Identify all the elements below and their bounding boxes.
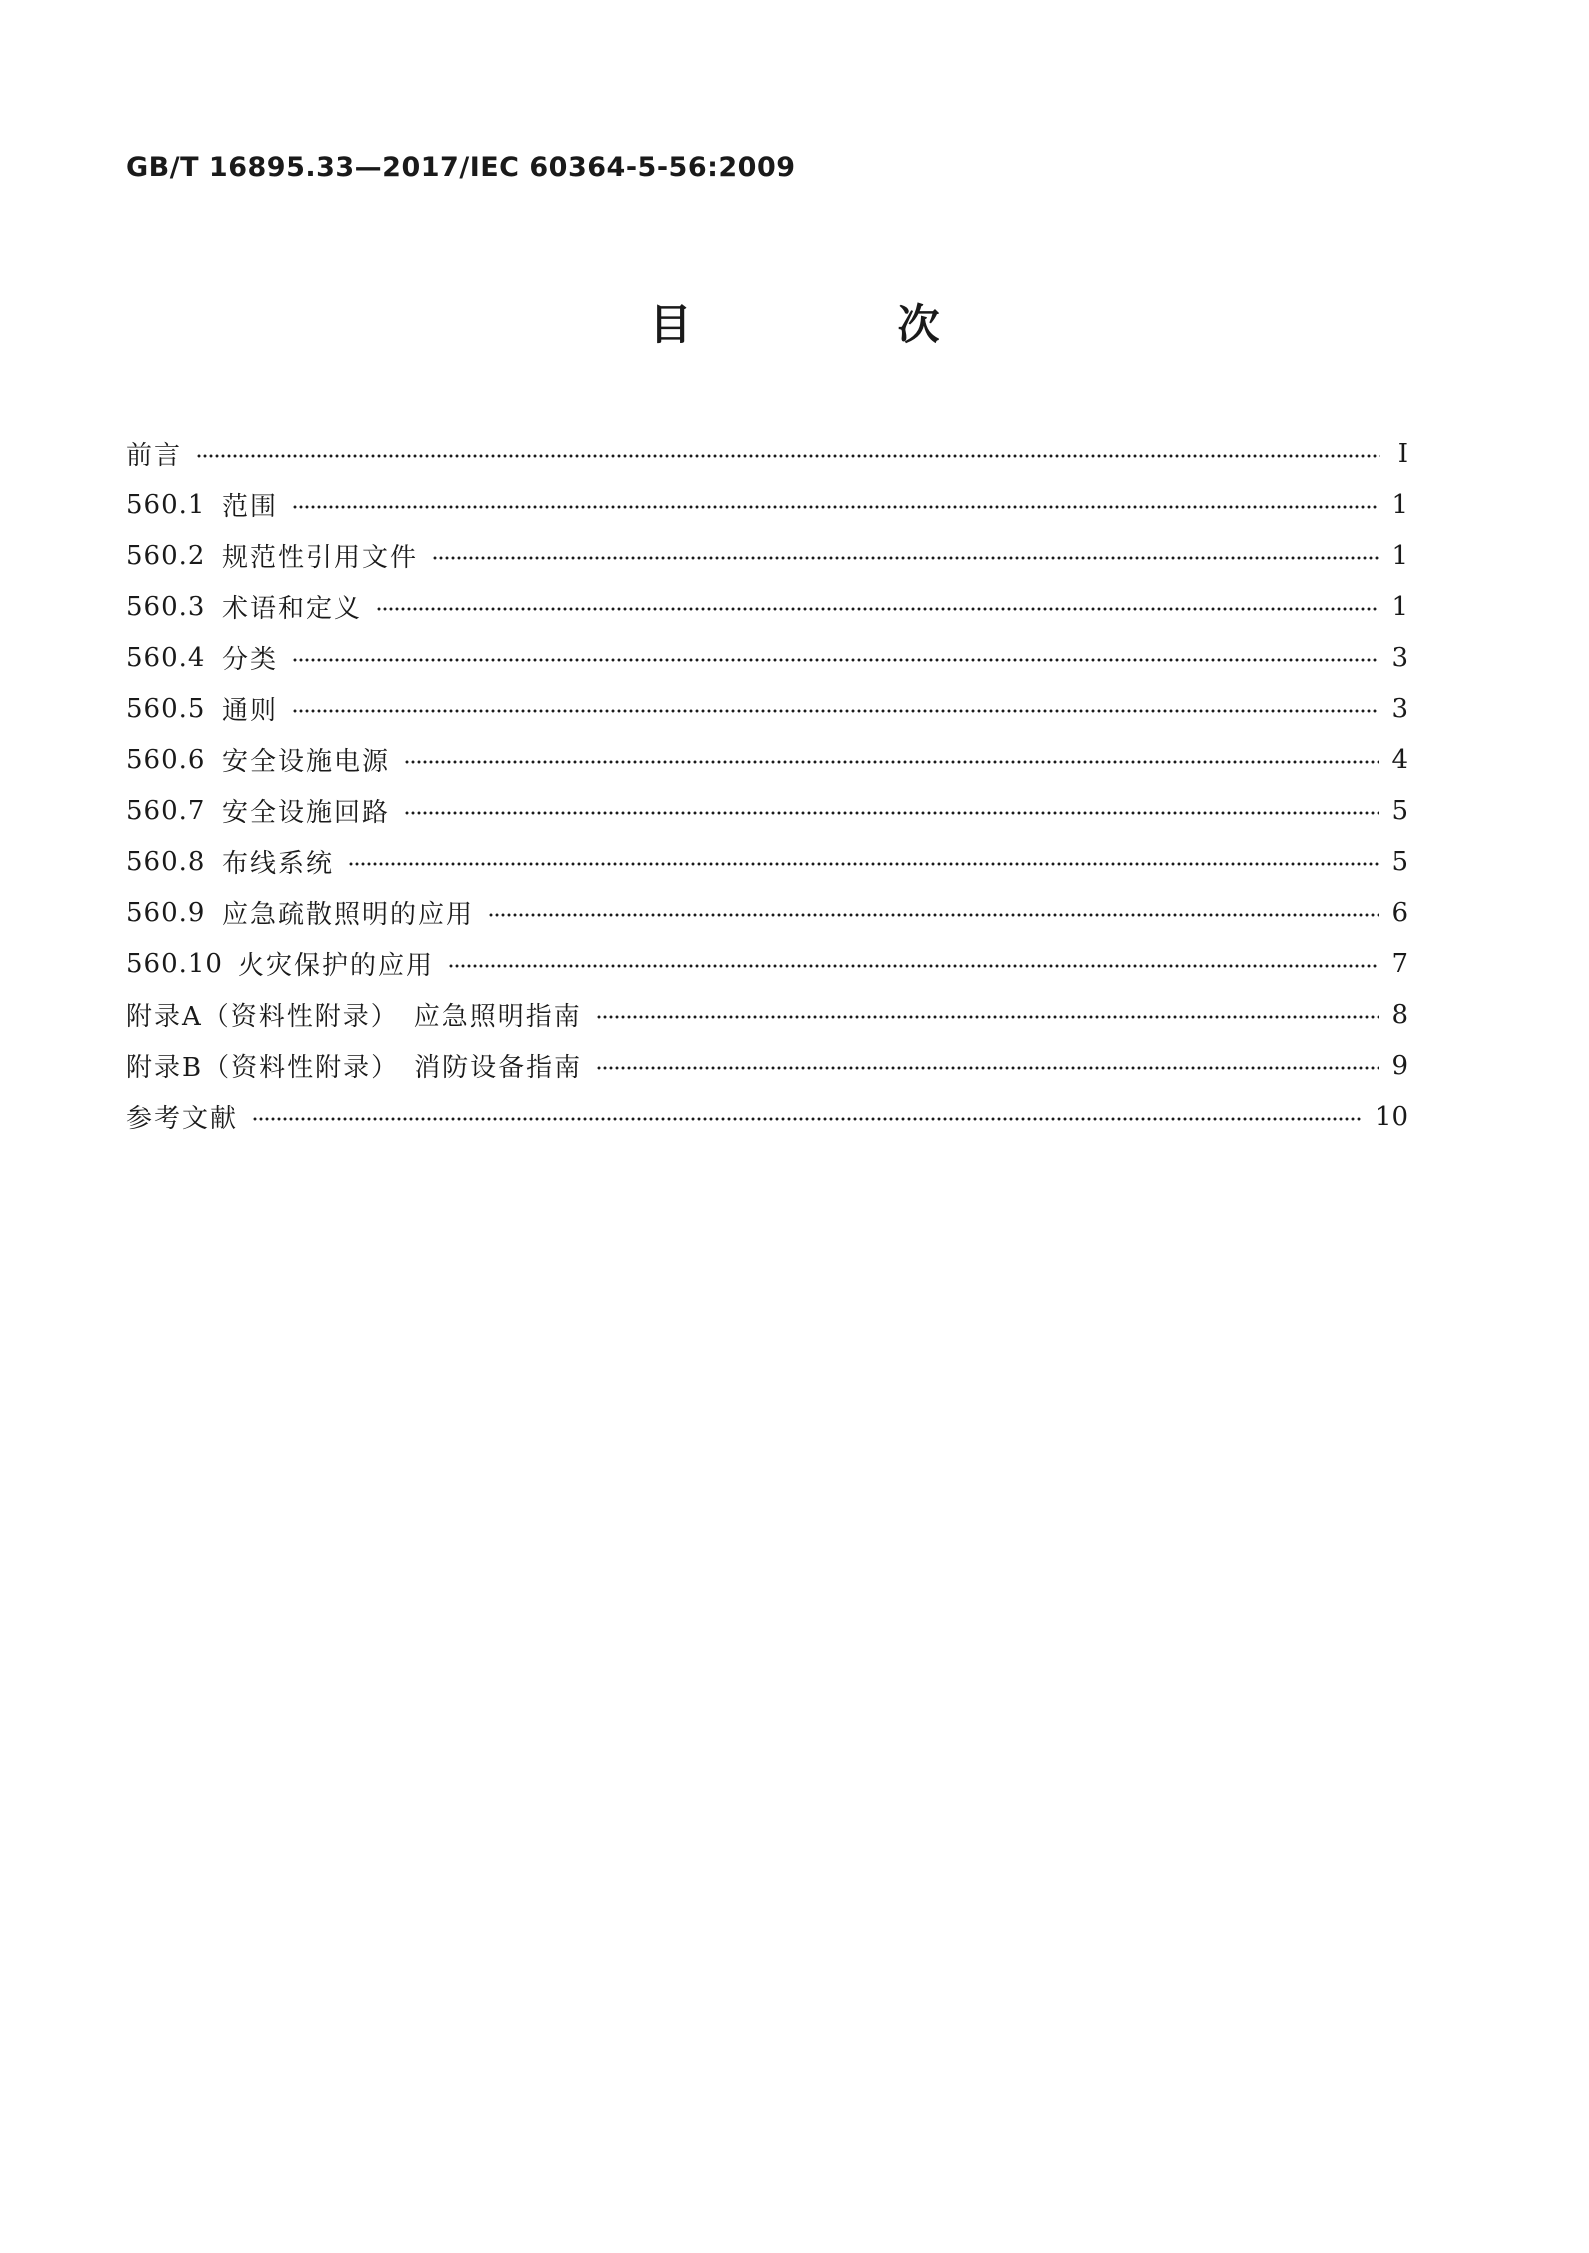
toc-page-number: 6 xyxy=(1391,897,1408,928)
toc-entry-560-10[interactable] xyxy=(126,938,1408,989)
toc-entry-560-8[interactable] xyxy=(126,836,1408,887)
dot-leader xyxy=(432,556,1379,560)
toc-entry-bibliography[interactable] xyxy=(126,1091,1408,1142)
toc-section-number: 560.4 xyxy=(126,642,206,673)
toc-title: 目 次 xyxy=(649,300,1022,349)
dot-leader xyxy=(596,1015,1380,1019)
toc-section-number: 560.5 xyxy=(126,693,206,724)
toc-page-number: 5 xyxy=(1391,795,1408,826)
toc-page-number: 10 xyxy=(1374,1101,1408,1132)
toc-entry-text: 附录A（资料性附录） 应急照明指南 xyxy=(126,1002,582,1032)
dot-leader xyxy=(292,709,1379,713)
toc-entry-annex-b[interactable] xyxy=(126,1040,1408,1091)
toc-entry-560-1[interactable] xyxy=(126,479,1408,530)
toc-page-number: 1 xyxy=(1391,540,1408,571)
toc-entry-text: 范围 xyxy=(222,492,279,522)
toc-page-number: 8 xyxy=(1391,999,1408,1030)
dot-leader xyxy=(488,913,1379,917)
toc-section-number: 560.8 xyxy=(126,846,206,877)
toc-section-number: 560.3 xyxy=(126,591,206,622)
toc-page-number: Ⅰ xyxy=(1397,438,1408,469)
standard-number-header: GB/T 16895.33—2017/IEC 60364-5-56:2009 xyxy=(126,152,796,183)
dot-leader xyxy=(196,454,1380,458)
dot-leader xyxy=(348,862,1379,866)
toc-entry-annex-a[interactable] xyxy=(126,989,1408,1040)
toc-section-number: 560.2 xyxy=(126,540,206,571)
toc-entry-text: 安全设施电源 xyxy=(222,747,391,777)
toc-entry-560-6[interactable] xyxy=(126,734,1408,785)
table-of-contents xyxy=(126,428,1408,1142)
dot-leader xyxy=(252,1117,1363,1121)
toc-section-number: 560.7 xyxy=(126,795,206,826)
toc-page-number: 7 xyxy=(1391,948,1408,979)
dot-leader xyxy=(376,607,1379,611)
dot-leader xyxy=(292,505,1379,509)
dot-leader xyxy=(596,1066,1379,1070)
dot-leader xyxy=(448,964,1379,968)
toc-page-number: 1 xyxy=(1391,591,1408,622)
toc-section-number: 560.9 xyxy=(126,897,206,928)
toc-entry-foreword[interactable] xyxy=(126,428,1408,479)
toc-entry-text: 布线系统 xyxy=(222,849,335,879)
toc-entry-text: 应急疏散照明的应用 xyxy=(222,900,475,930)
toc-page-number: 1 xyxy=(1391,489,1408,520)
toc-section-number: 560.10 xyxy=(126,948,223,979)
toc-section-number: 560.6 xyxy=(126,744,206,775)
dot-leader xyxy=(292,658,1379,662)
dot-leader xyxy=(404,811,1379,815)
toc-page-number: 4 xyxy=(1391,744,1408,775)
toc-section-number: 560.1 xyxy=(126,489,206,520)
toc-entry-560-2[interactable] xyxy=(126,530,1408,581)
toc-entry-560-4[interactable] xyxy=(126,632,1408,683)
toc-entry-text: 参考文献 xyxy=(126,1104,239,1134)
toc-entry-text: 火灾保护的应用 xyxy=(238,951,435,981)
toc-page-number: 3 xyxy=(1391,642,1408,673)
toc-page-number: 3 xyxy=(1391,693,1408,724)
toc-entry-text: 安全设施回路 xyxy=(222,798,391,828)
toc-entry-560-7[interactable] xyxy=(126,785,1408,836)
toc-entry-text: 前言 xyxy=(126,441,183,471)
toc-entry-text: 附录B（资料性附录） 消防设备指南 xyxy=(126,1053,583,1083)
toc-entry-560-5[interactable] xyxy=(126,683,1408,734)
toc-entry-560-3[interactable] xyxy=(126,581,1408,632)
toc-entry-560-9[interactable] xyxy=(126,887,1408,938)
toc-entry-text: 分类 xyxy=(222,645,279,675)
toc-entry-text: 术语和定义 xyxy=(222,594,363,624)
toc-entry-text: 规范性引用文件 xyxy=(222,543,419,573)
toc-entry-text: 通则 xyxy=(222,696,279,726)
dot-leader xyxy=(404,760,1379,764)
toc-page-number: 5 xyxy=(1391,846,1408,877)
toc-page-number: 9 xyxy=(1391,1050,1408,1081)
